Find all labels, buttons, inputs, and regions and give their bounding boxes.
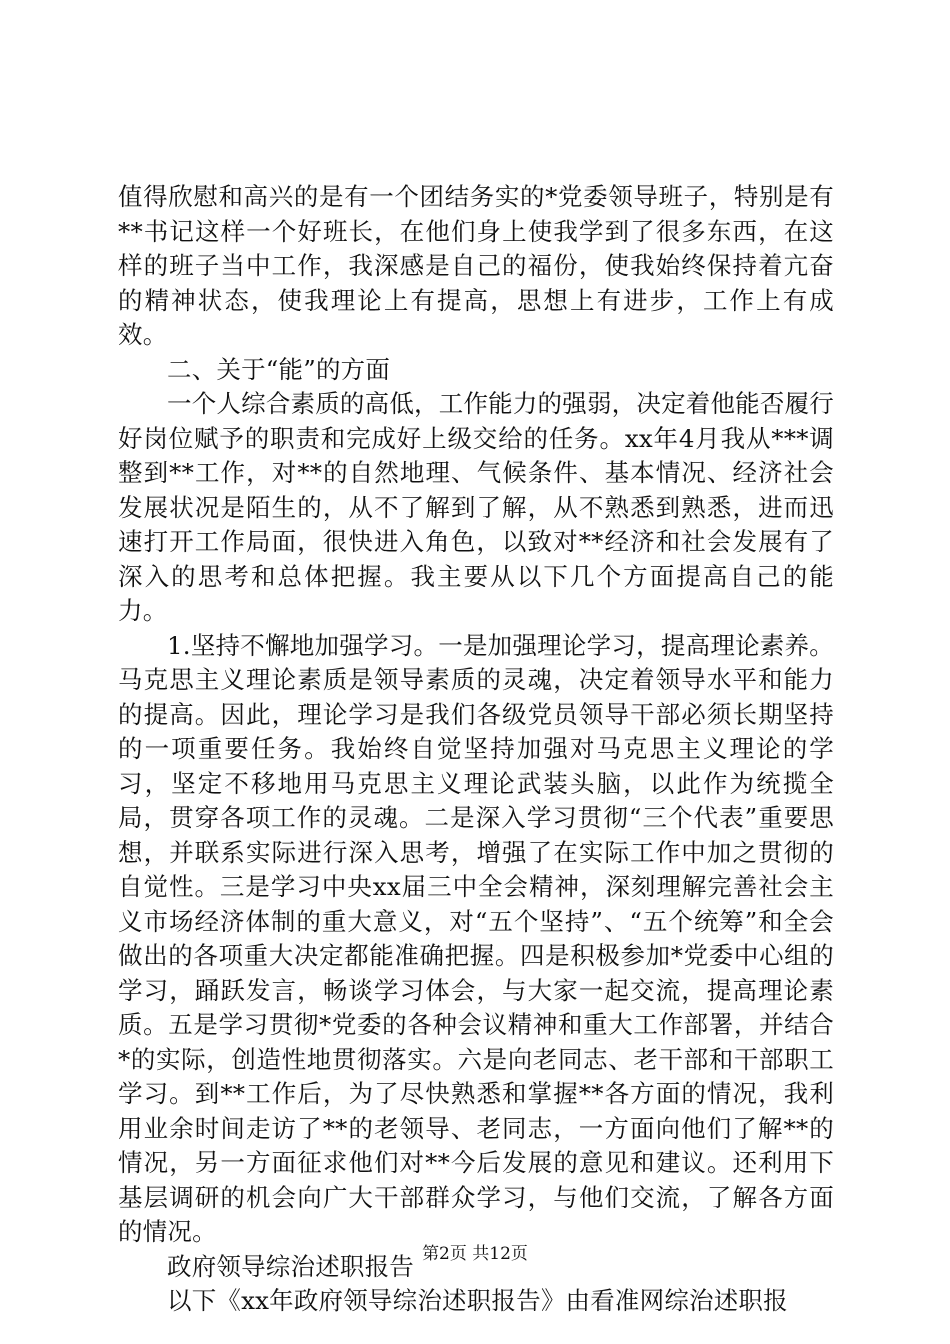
document-body [118,180,834,1319]
paragraph-ability-intro: 一个人综合素质的高低，工作能力的强弱，决定着他能否履行好岗位赋予的职责和完成好上级交给的任务。xx年4月我从***调整到**工作，对**的自然地理、气候条件、基本情况、经济社会发展状况是陌生的，从不了解到了解，从不熟悉到熟悉，进而迅速打开工作局面，很快进入角色，以致对**经济和社会发展有了深入的思考和总体把握。我主要从以下几个方面提高自己的能力。 [118,389,834,625]
paragraph-report-intro: 以下《xx年政府领导综治述职报告》由看准网综治述职报 [167,1286,788,1315]
paragraph-continuation: 值得欣慰和高兴的是有一个团结务实的*党委领导班子，特别是有**书记这样一个好班长，在他们身上使我学到了很多东西，在这样的班子当中工作，我深感是自己的福份，使我始终保持着亢奋的精神状态，使我理论上有提高，思想上有进步，工作上有成效。 [118,182,834,349]
page-number-footer: 第2页 共12页 [422,1244,528,1264]
report-title: 政府领导综治述职报告 [167,1251,414,1281]
section-heading: 二、关于“能”的方面 [167,354,391,384]
paragraph-study: 1.坚持不懈地加强学习。一是加强理论学习，提高理论素养。马克思主义理论素质是领导素质的灵魂，决定着领导水平和能力的提高。因此，理论学习是我们各级党员领导干部必须长期坚持的一项重要任务。我始终自觉坚持加强对马克思主义理论的学习，坚定不移地用马克思主义理论武装头脑，以此作为统揽全局，贯穿各项工作的灵魂。二是深入学习贯彻“三个代表”重要思想，并联系实际进行深入思考，增强了在实际工作中加之贯彻的自觉性。三是学习中央xx届三中全会精神，深刻理解完善社会主义市场经济体制的重大意义，对“五个坚持”、“五个统筹”和全会做出的各项重大决定都能准确把握。四是积极参加*党委中心组的学习，踊跃发言，畅谈学习体会，与大家一起交流，提高理论素质。五是学习贯彻*党委的各种会议精神和重大工作部署，并结合*的实际，创造性地贯彻落实。六是向老同志、老干部和干部职工学习。到**工作后，为了尽快熟悉和掌握**各方面的情况，我利用业余时间走访了**的老领导、老同志，一方面向他们了解**的情况，另一方面征求他们对**今后发展的意见和建议。还利用下基层调研的机会向广大干部群众学习，与他们交流，了解各方面的情况。 [118,630,834,1246]
